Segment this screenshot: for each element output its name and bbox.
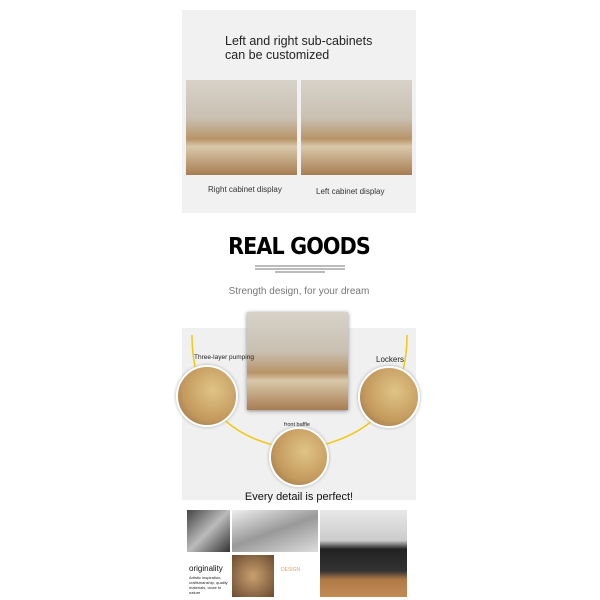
- fine-print: [255, 268, 345, 270]
- brand-subtitle: Strength design, for your dream: [228, 286, 370, 297]
- tools-photo: [232, 555, 274, 597]
- design-label: DESIGN: [281, 567, 301, 573]
- brand-title: REAL GOODS: [228, 234, 370, 260]
- fine-print: [255, 265, 345, 267]
- main-desk-photo: [247, 312, 348, 410]
- originality-text: Artistic inspiration, craftsmanship, quality materials, close to nature: [189, 575, 228, 595]
- detail-circle-lockers: [358, 366, 420, 428]
- customization-heading: [182, 34, 416, 62]
- originality-heading: originality: [189, 564, 223, 573]
- detail-circle-pumping: [176, 365, 238, 427]
- black-desk-photo: [320, 510, 407, 597]
- label-baffle: front baffle: [284, 422, 310, 428]
- sketch-photo: [232, 510, 318, 552]
- left-cabinet-photo: [301, 80, 412, 175]
- label-lockers: Lockers: [376, 355, 405, 364]
- detail-circle-baffle: [269, 427, 329, 487]
- right-cabinet-photo: [186, 80, 297, 175]
- caption-left-cabinet: Left cabinet display: [316, 187, 385, 196]
- craftsman-photo: [187, 510, 230, 552]
- heading-line: can be customized: [225, 48, 330, 62]
- fine-print: [275, 271, 325, 273]
- caption-right-cabinet: Right cabinet display: [208, 185, 282, 194]
- label-pumping: Three-layer pumping: [194, 354, 254, 361]
- heading-line: Left and right sub-cabinets: [225, 34, 373, 48]
- details-footer: Every detail is perfect!: [244, 491, 354, 503]
